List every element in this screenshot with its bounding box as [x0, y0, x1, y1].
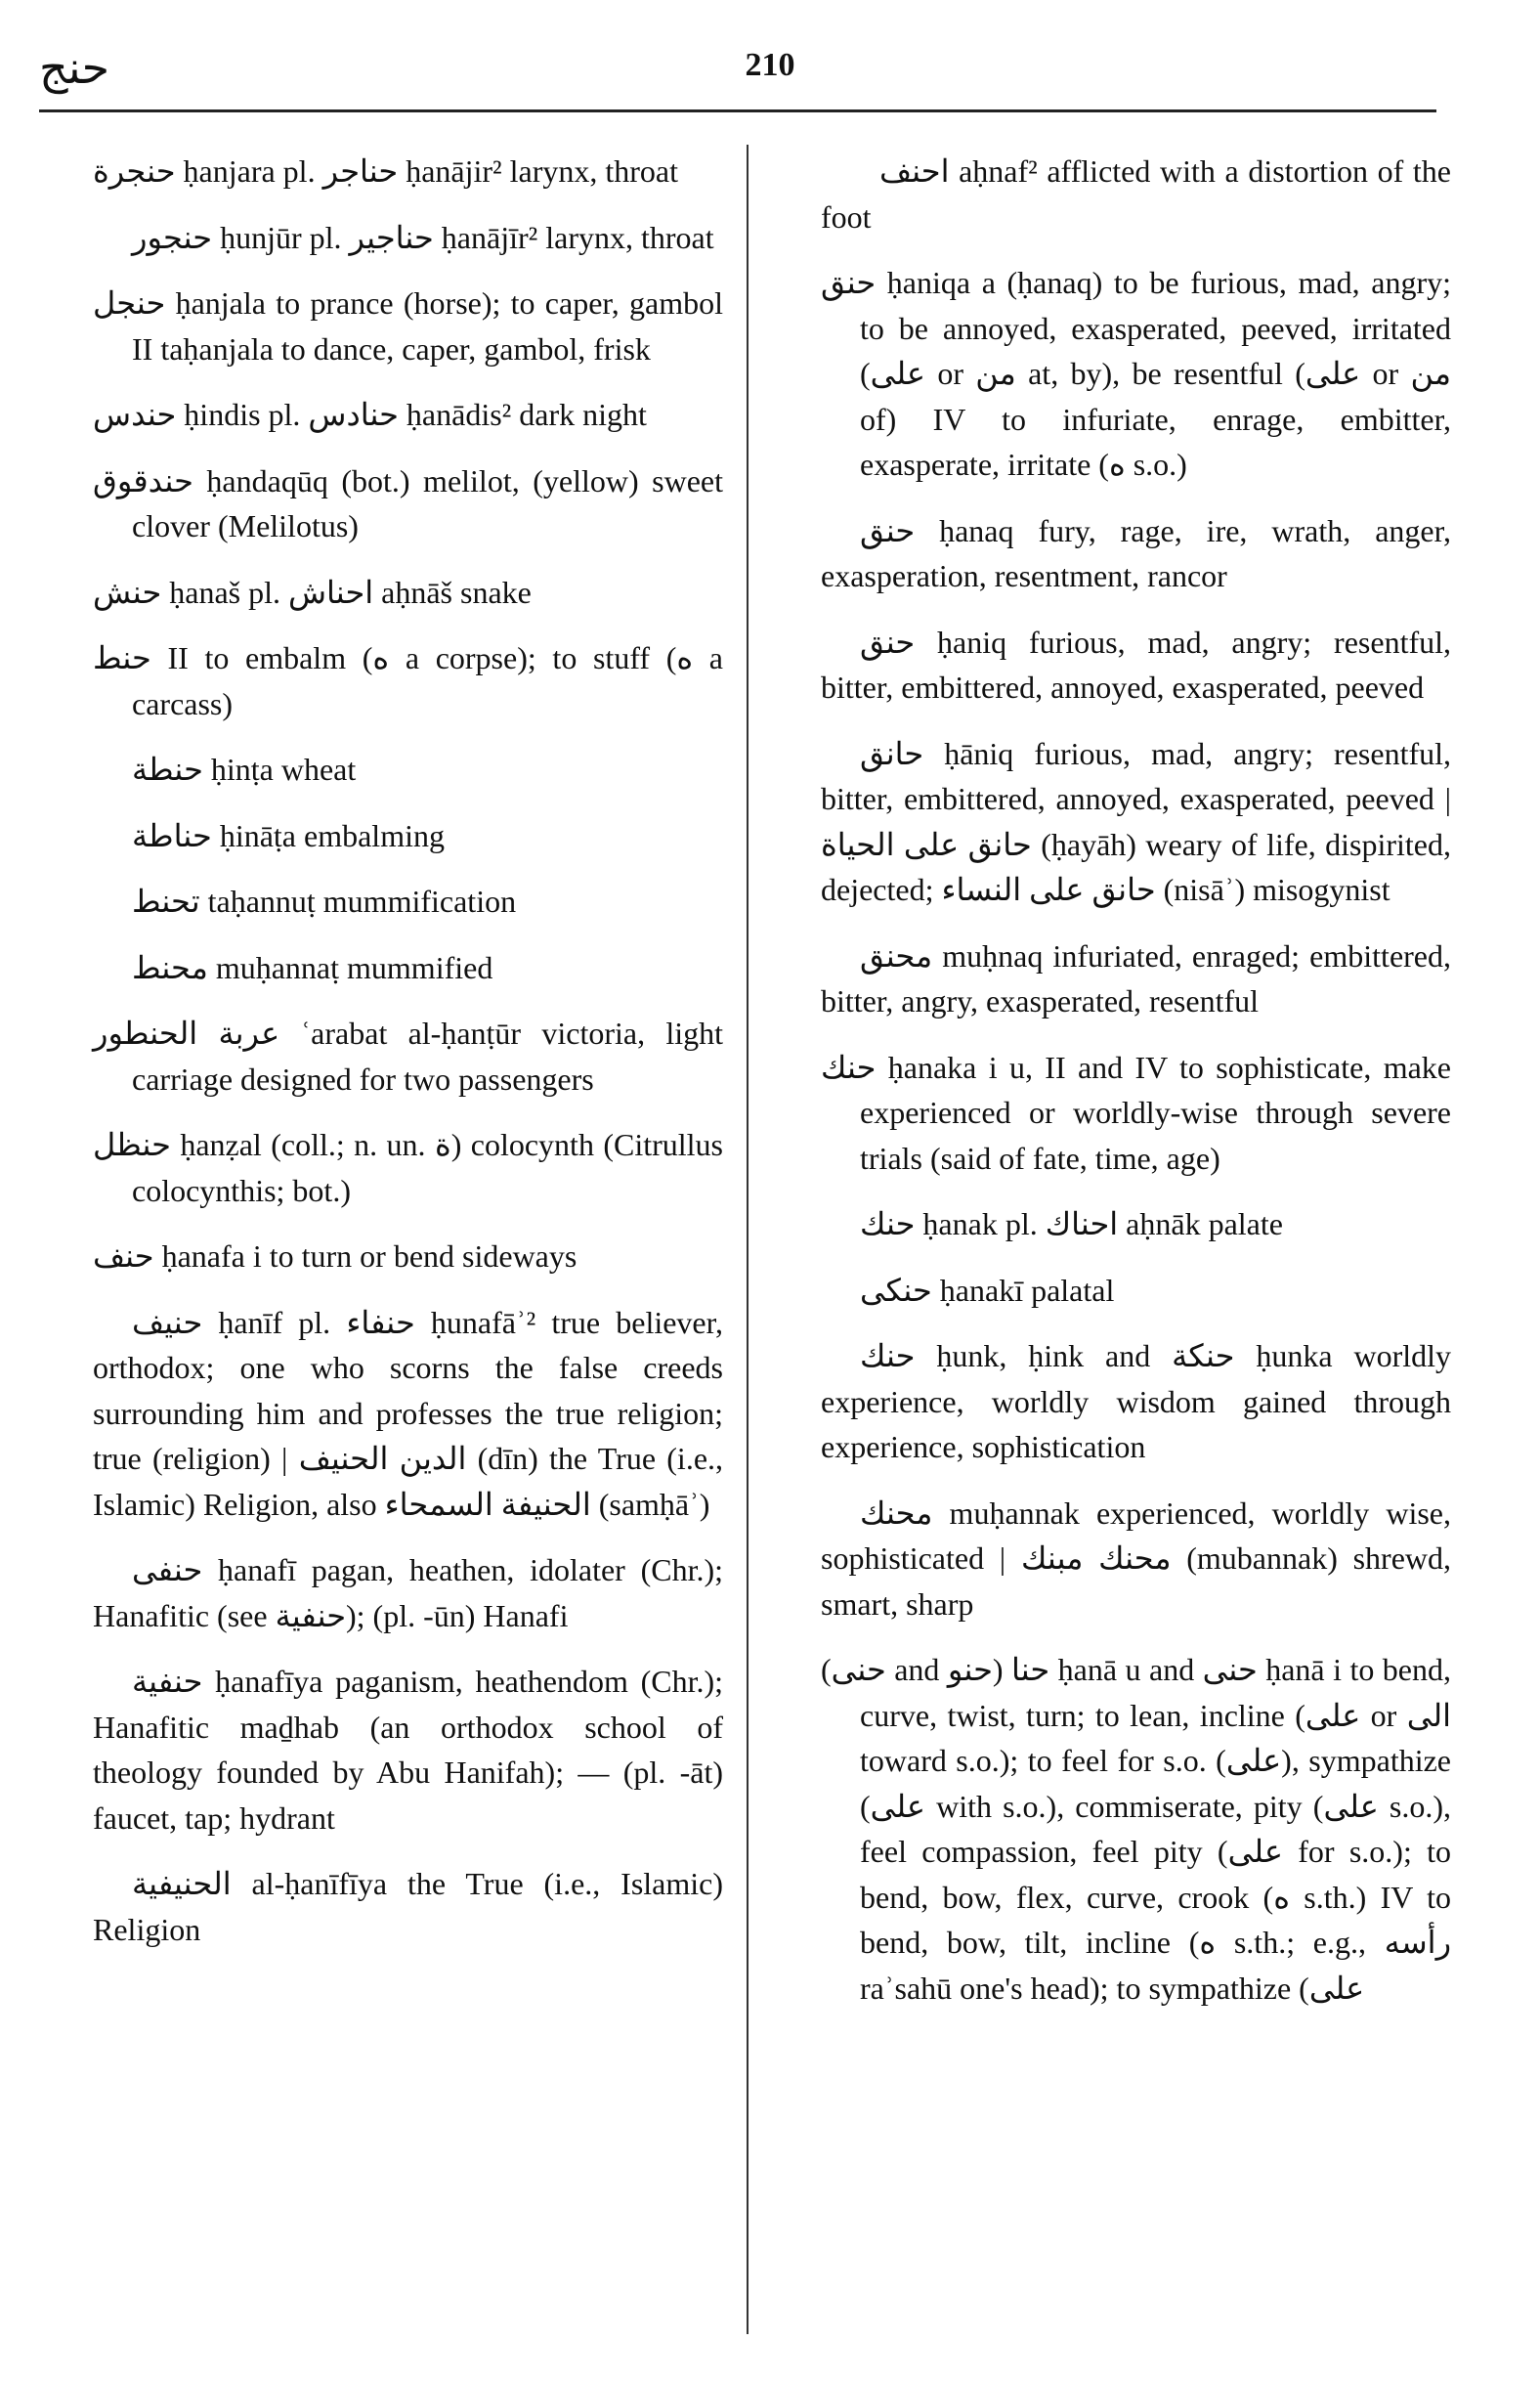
dictionary-entry: حنق ḥaniqa a (ḥanaq) to be furious, mad, angry; to be annoyed, exasperated, peeved, irritated (على or من at, by), be resentful (على or من of) IV to infuriate, enrage, embitter, exasperate, irritate (ه s.o.)	[821, 265, 1452, 482]
dictionary-entry: حنط II to embalm (ه a corpse); to stuff (ه a carcass)	[93, 640, 724, 721]
dictionary-subentry: حانق ḥāniq furious, mad, angry; resentful, bitter, embittered, annoyed, exasperated, peeved | حانق على الحياة (ḥayāh) weary of life, dispirited, dejected; حانق على النساء (nisāʾ) misogynist	[821, 735, 1452, 907]
dictionary-entry: حنش ḥanaš pl. احناش aḥnāš snake	[93, 574, 532, 610]
dictionary-subentry: محنق muḥnaq infuriated, enraged; embittered, bitter, angry, exasperated, resentful	[821, 937, 1451, 1019]
right-column	[821, 149, 1451, 2031]
dictionary-subentry: حنك ḥunk, ḥink and حنكة ḥunka worldly experience, worldly wisdom gained through experience, sophistication	[821, 1338, 1451, 1464]
dictionary-subentry: حنطة ḥinṭa wheat	[132, 752, 357, 787]
header-rule	[39, 109, 1436, 112]
dictionary-subentry: حنك ḥanak pl. احناك aḥnāk palate	[860, 1206, 1283, 1241]
dictionary-subentry: تحنط taḥannuṭ mummification	[132, 884, 517, 919]
dictionary-subentry: حنفية ḥanafīya paganism, heathendom (Chr.); Hanafitic maḏhab (an orthodox school of theology founded by Abu Hanifah); — (pl. -āt) faucet, tap; hydrant	[93, 1664, 723, 1836]
dictionary-entry: حنف ḥanafa i to turn or bend sideways	[93, 1238, 578, 1274]
dictionary-subentry: حنق ḥanaq fury, rage, ire, wrath, anger, exasperation, resentment, rancor	[821, 512, 1451, 593]
dictionary-subentry: حناطة ḥināṭa embalming	[132, 817, 445, 853]
dictionary-entry: حنجل ḥanjala to prance (horse); to caper, gambol II taḥanjala to dance, caper, gambol, frisk	[93, 285, 723, 367]
dictionary-subentry: احنف aḥnaf² afflicted with a distortion of the foot	[821, 153, 1451, 235]
dictionary-entry: حنك ḥanaka i u, II and IV to sophisticate, make experienced or worldly-wise through severe trials (said of fate, time, age)	[821, 1049, 1451, 1176]
dictionary-subentry: الحنيفية al-ḥanīfīya the True (i.e., Islamic) Religion	[93, 1866, 723, 1947]
dictionary-subentry: حنق ḥaniq furious, mad, angry; resentful, bitter, embittered, annoyed, exasperated, peeved	[821, 624, 1451, 705]
dictionary-subentry: حنفى ḥanafī pagan, heathen, idolater (Chr.); Hanafitic (see حنفية); (pl. -ūn) Hanafi	[93, 1552, 723, 1633]
dictionary-entry: حنظل ḥanẓal (coll.; n. un. ة) colocynth (Citrullus colocynthis; bot.)	[93, 1127, 724, 1208]
dictionary-subentry: محنك muḥannak experienced, worldly wise, sophisticated | محنك مبنك (mubannak) shrewd, smart, sharp	[821, 1495, 1452, 1622]
dictionary-entry: (حنى and حنو) حنا ḥanā u and حنى ḥanā i to bend, curve, twist, turn; to lean, incline (على or الى toward s.o.); to feel for s.o. (على), sympathize (على with s.o.), commiserate, pity (على s.o.), feel compassion, feel pity (على for s.o.); to bend, bow, flex, curve, crook (ه s.th.) IV to bend, bow, tilt, incline (ه s.th.; e.g., رأسه raʾsahū one's head); to sympathize (على	[821, 1652, 1452, 2006]
page-number: 210	[745, 47, 795, 83]
dictionary-subentry: حنكى ḥanakī palatal	[860, 1272, 1115, 1308]
dictionary-entry: حندس ḥindis pl. حنادس ḥanādis² dark night	[93, 397, 647, 432]
dictionary-subentry: حنجور ḥunjūr pl. حناجير ḥanājīr² larynx, throat	[132, 219, 714, 255]
column-divider	[747, 145, 749, 2334]
dictionary-subentry: حنيف ḥanīf pl. حنفاء ḥunafāʾ² true believer, orthodox; one who scorns the false creeds surrounding him and professes the true religion; true (religion) | الدين الحنيف (dīn) the True (i.e., Islamic) Religion, also الحنيفة السمحاء (samḥāʾ)	[93, 1304, 724, 1522]
dictionary-entry: عربة الحنطور ʿarabat al-ḥanṭūr victoria, light carriage designed for two passengers	[93, 1016, 724, 1097]
header-root-word: حنج	[39, 43, 110, 93]
dictionary-subentry: محنط muḥannaṭ mummified	[132, 949, 493, 985]
dictionary-entry: حندقوق ḥandaqūq (bot.) melilot, (yellow) sweet clover (Melilotus)	[93, 462, 723, 543]
left-column	[93, 149, 723, 1972]
dictionary-entry: حنجرة ḥanjara pl. حناجر ḥanājir² larynx, throat	[93, 153, 679, 189]
